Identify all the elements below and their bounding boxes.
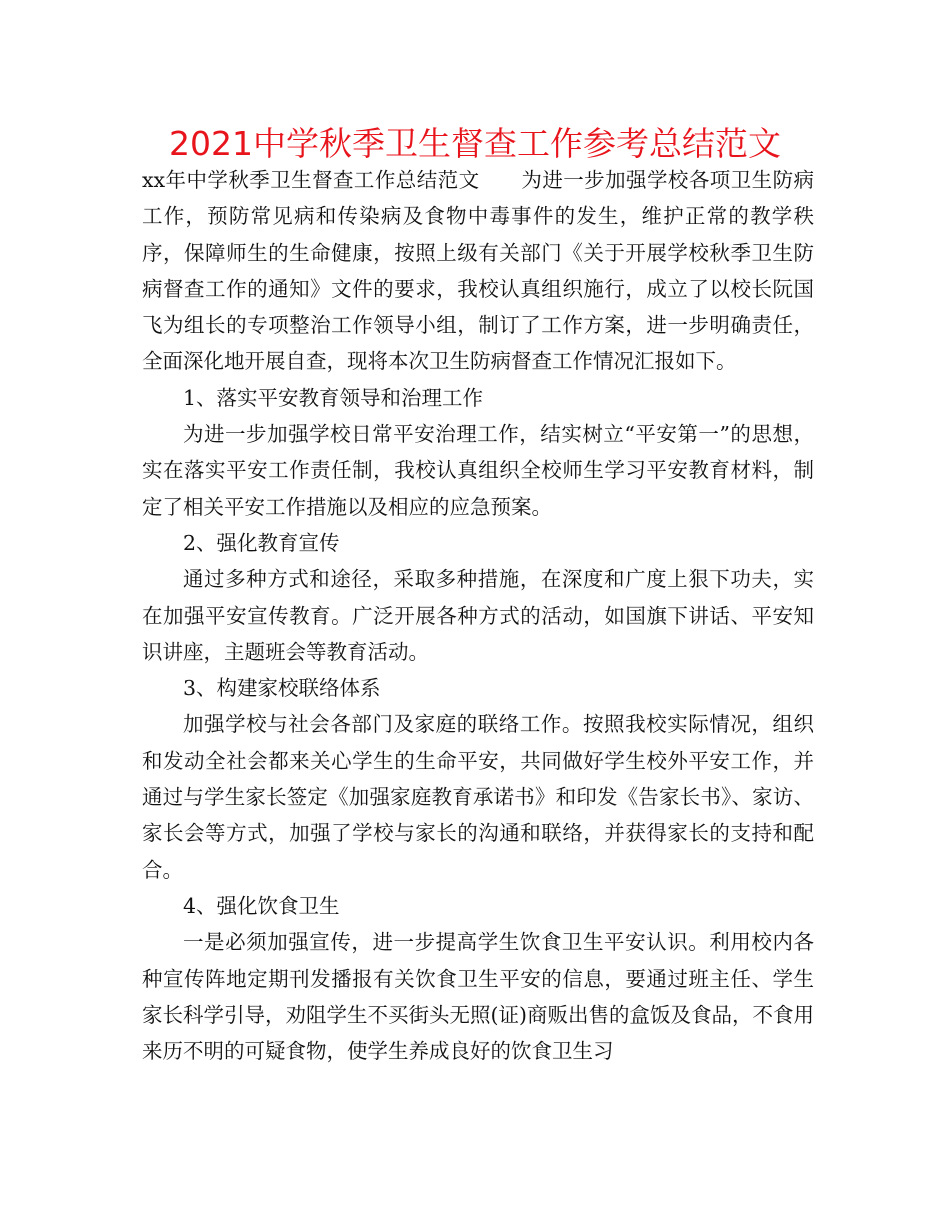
section-heading-4: 4、强化饮食卫生 [183,893,340,918]
section-heading-2: 2、强化教育宣传 [183,530,340,555]
section-heading-1: 1、落实平安教育领导和治理工作 [183,385,484,410]
document-body [142,162,814,1069]
section-paragraph-4: 一是必须加强宣传，进一步提高学生饮食卫生平安认识。利用校内各种宣传阵地定期刊发播报有关饮食卫生平安的信息，要通过班主任、学生家长科学引导，劝阻学生不买街头无照(证)商贩出售的盒饭及食品，不食用来历不明的可疑食物，使学生养成良好的饮食卫生习 [142,930,814,1064]
section-heading-3: 3、构建家校联络体系 [183,676,381,701]
section-paragraph-3: 加强学校与社会各部门及家庭的联络工作。按照我校实际情况，组织和发动全社会都来关心学生的生命平安，共同做好学生校外平安工作，并通过与学生家长签定《加强家庭教育承诺书》和印发《告家长书》、家访、家长会等方式，加强了学校与家长的沟通和联络，并获得家长的支持和配合。 [142,712,814,882]
document-title: 2021中学秋季卫生督查工作参考总结范文 [169,124,781,163]
section-paragraph-1: 为进一步加强学校日常平安治理工作，结实树立“平安第一”的思想，实在落实平安工作责任制，我校认真组织全校师生学习平安教育材料，制定了相关平安工作措施以及相应的应急预案。 [142,422,814,519]
intro-paragraph: xx年中学秋季卫生督查工作总结范文 为进一步加强学校各项卫生防病工作，预防常见病和传染病及食物中毒事件的发生，维护正常的教学秩序，保障师生的生命健康，按照上级有关部门《关于开展学校秋季卫生防病督查工作的通知》文件的要求，我校认真组织施行，成立了以校长阮国飞为组长的专项整治工作领导小组，制订了工作方案，进一步明确责任，全面深化地开展自查，现将本次卫生防病督查工作情况汇报如下。 [142,168,814,374]
section-paragraph-2: 通过多种方式和途径，采取多种措施，在深度和广度上狠下功夫，实在加强平安宣传教育。广泛开展各种方式的活动，如国旗下讲话、平安知识讲座，主题班会等教育活动。 [142,567,814,664]
